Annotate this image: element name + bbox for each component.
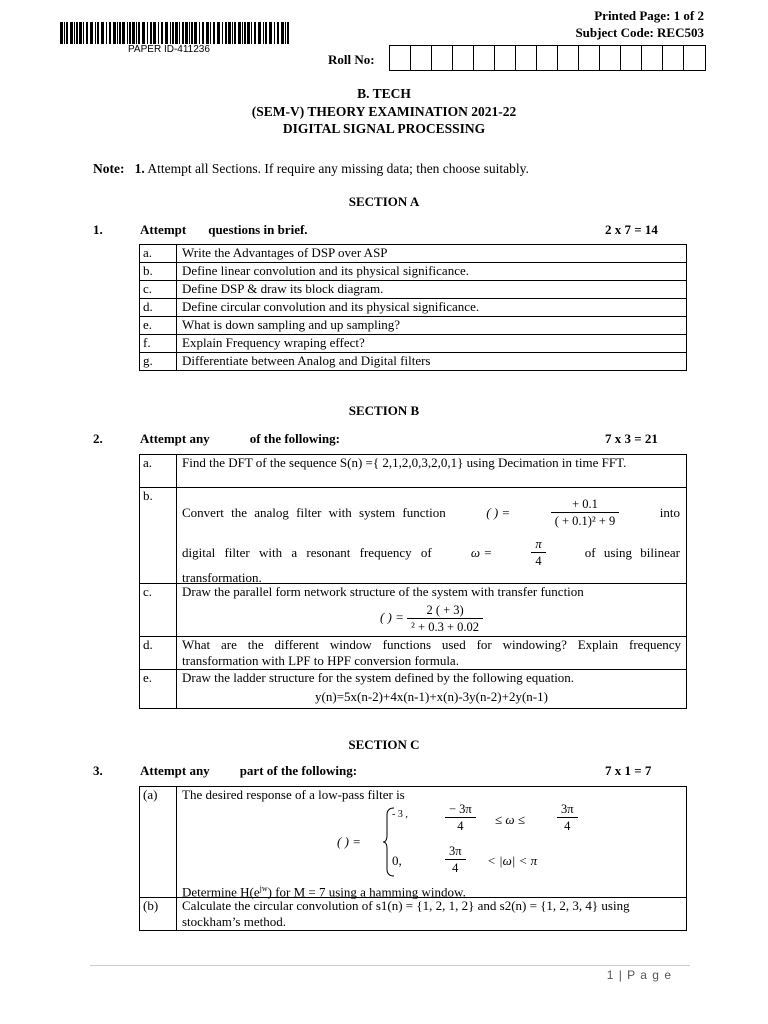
ladder-equation: y(n)=5x(n-2)+4x(n-1)+x(n)-3y(n-2)+2y(n-1) [315, 689, 548, 704]
barcode-bar [161, 22, 163, 44]
roll-no-box[interactable] [432, 46, 453, 70]
question-2-marks: 7 x 3 = 21 [605, 431, 658, 446]
question-1-item: b. Define linear convolution and its physical significance. [140, 263, 687, 281]
barcode-bar [199, 22, 200, 44]
barcode-bar [189, 22, 190, 44]
roll-no-box[interactable] [684, 46, 705, 70]
roll-no-label: Roll No: [328, 52, 375, 67]
barcode [60, 22, 290, 44]
transfer-function: $\frac{2 ( + 3)}{\text{² + 0.3 + 0.02}}$ [407, 602, 483, 635]
roll-no-box[interactable] [579, 46, 600, 70]
barcode-bar [138, 22, 140, 44]
question-3b: (b) Calculate the circular convolution of s1(n) = {1, 2, 1, 2} and s2(n) = {1, 2, 3, 4} using stockham’s method. [140, 898, 687, 931]
barcode-bar [165, 22, 168, 44]
barcode-bar [179, 22, 180, 44]
roll-no-box[interactable] [411, 46, 432, 70]
section-c-table [139, 786, 687, 931]
barcode-bar [242, 22, 243, 44]
barcode-bar [182, 22, 184, 44]
question-3-instruction: Attempt any part of the following: [140, 763, 358, 778]
barcode-bar [217, 22, 220, 44]
paper-id: PAPER ID-411236 [128, 44, 210, 55]
barcode-bar [265, 22, 267, 44]
barcode-bar [251, 22, 252, 44]
barcode-bar [106, 22, 107, 44]
question-1-marks: 2 x 7 = 14 [605, 222, 658, 237]
barcode-bar [113, 22, 116, 44]
analog-transfer-function: $\frac{+ 0.1}{\text{( + 0.1)² + 9}}$ [551, 496, 620, 529]
barcode-bar [225, 22, 227, 44]
barcode-bar [158, 22, 159, 44]
course-title: B. TECH [357, 86, 411, 101]
roll-no-box[interactable] [474, 46, 495, 70]
barcode-bar [90, 22, 93, 44]
barcode-bar [287, 22, 289, 44]
barcode-bar [206, 22, 209, 44]
barcode-bar [258, 22, 261, 44]
barcode-bar [132, 22, 135, 44]
page-footer: 1 | P a g e [606, 968, 672, 982]
barcode-bar [234, 22, 236, 44]
question-1-item: f. Explain Frequency wraping effect? [140, 335, 687, 353]
subject-title: DIGITAL SIGNAL PROCESSING [282, 121, 486, 136]
printed-page: Printed Page: 1 of 2 [594, 8, 704, 23]
question-1-item: c. Define DSP & draw its block diagram. [140, 281, 687, 299]
roll-no-box[interactable] [495, 46, 516, 70]
subject-code: Subject Code: REC503 [575, 25, 704, 40]
roll-no-box[interactable] [453, 46, 474, 70]
barcode-bar [285, 22, 286, 44]
section-b-table [139, 454, 687, 709]
barcode-bar [150, 22, 152, 44]
barcode-bar [129, 22, 131, 44]
barcode-bar [175, 22, 178, 44]
question-2b-text1: Convert the analog filter with system function [182, 504, 446, 520]
question-1-item: a. Write the Advantages of DSP over ASP [140, 245, 687, 263]
barcode-bar [127, 22, 128, 44]
question-2c: c. Draw the parallel form network structure of the system with transfer function ( ) = $\frac{2 ( + 3)}{\text{² + 0.3 + 0.02}}$ [140, 584, 687, 637]
barcode-bar [202, 22, 204, 44]
section-c-heading: SECTION C [348, 737, 420, 752]
barcode-bar [274, 22, 275, 44]
barcode-bar [281, 22, 284, 44]
roll-no-box[interactable] [600, 46, 621, 70]
roll-no-box[interactable] [642, 46, 663, 70]
question-1-number: 1. [93, 222, 103, 237]
barcode-bar [244, 22, 246, 44]
question-2b: b. Convert the analog filter with system function ( ) = $\frac{+ 0.1}{\text{( + 0.1)² + 9}}$ into digital filter with a resonant frequency of ω = $\frac{\pi}{4}$ of using bilinear transformation. [140, 488, 687, 584]
barcode-bar [247, 22, 250, 44]
barcode-bar [109, 22, 111, 44]
barcode-bar [222, 22, 223, 44]
barcode-bar [119, 22, 121, 44]
barcode-bar [95, 22, 96, 44]
barcode-bar [213, 22, 215, 44]
barcode-bar [117, 22, 118, 44]
resonant-frequency-fraction: $\frac{\pi}{4}$ [531, 536, 545, 569]
barcode-bar [97, 22, 99, 44]
question-1-item: e. What is down sampling and up sampling? [140, 317, 687, 335]
barcode-bar [70, 22, 73, 44]
note-number: 1. [134, 161, 145, 176]
barcode-bar [172, 22, 174, 44]
barcode-bar [122, 22, 125, 44]
question-1-instruction: Attempt questions in brief. [140, 222, 308, 237]
barcode-bar [74, 22, 75, 44]
section-a-heading: SECTION A [348, 194, 420, 209]
roll-no-box[interactable] [537, 46, 558, 70]
barcode-bar [147, 22, 148, 44]
question-2e: e. Draw the ladder structure for the system defined by the following equation. y(n)=5x(n-2)+4x(n-1)+x(n)-3y(n-2)+2y(n-1) [140, 670, 687, 709]
question-2-instruction: Attempt any of the following: [140, 431, 340, 446]
barcode-bar [101, 22, 104, 44]
hamming-instruction: Determine $H(e^{jw})$ for M = 7 using a hamming window. [182, 884, 466, 900]
barcode-bar [263, 22, 264, 44]
barcode-bar [210, 22, 211, 44]
barcode-bar [60, 22, 63, 44]
barcode-bar [269, 22, 272, 44]
barcode-bar [76, 22, 78, 44]
barcode-bar [194, 22, 197, 44]
roll-no-box[interactable] [663, 46, 684, 70]
question-1-item: d. Define circular convolution and its physical significance. [140, 299, 687, 317]
barcode-bar [142, 22, 145, 44]
note-text: Attempt all Sections. If require any missing data; then choose suitably. [147, 161, 529, 176]
barcode-bar [83, 22, 84, 44]
barcode-bar [228, 22, 231, 44]
exam-title: (SEM-V) THEORY EXAMINATION 2021-22 [251, 104, 517, 119]
barcode-bar [254, 22, 256, 44]
question-3a: (a) The desired response of a low-pass filter is ( ) = - 3 , $\frac{- 3\pi}{4}$ ≤ ω ≤ $\frac{3\pi}{4}$ 0, $\frac{3\pi}{4}$ < |ω| < π Determine $H(e^{jw})$ for M = 7 using a hamming window. [140, 787, 687, 898]
question-1-item: g. Differentiate between Analog and Digital filters [140, 353, 687, 371]
barcode-bar [170, 22, 171, 44]
question-3-marks: 7 x 1 = 7 [605, 763, 652, 778]
roll-no-box[interactable] [558, 46, 579, 70]
barcode-bar [277, 22, 279, 44]
barcode-bar [153, 22, 156, 44]
section-b-heading: SECTION B [348, 403, 420, 418]
roll-no-box[interactable] [621, 46, 642, 70]
roll-no-boxes[interactable] [389, 45, 706, 71]
barcode-bar [238, 22, 241, 44]
footer-rule [90, 965, 690, 966]
question-3-number: 3. [93, 763, 103, 778]
note [93, 161, 529, 177]
roll-no-box[interactable] [516, 46, 537, 70]
question-2d: d. What are the different window functions used for windowing? Explain frequency transformation with LPF to HPF conversion formula. [140, 637, 687, 670]
barcode-bar [232, 22, 233, 44]
note-label: Note: [93, 161, 125, 176]
barcode-bar [185, 22, 188, 44]
barcode-bar [64, 22, 65, 44]
roll-no-box[interactable] [390, 46, 411, 70]
question-2a: a. Find the DFT of the sequence S(n) ={ 2,1,2,0,3,2,0,1} using Decimation in time FFT. [140, 455, 687, 488]
barcode-bar [79, 22, 82, 44]
barcode-bar [86, 22, 88, 44]
barcode-bar [136, 22, 137, 44]
barcode-bar [191, 22, 193, 44]
section-a-table [139, 244, 687, 371]
question-2-number: 2. [93, 431, 103, 446]
barcode-bar [66, 22, 68, 44]
